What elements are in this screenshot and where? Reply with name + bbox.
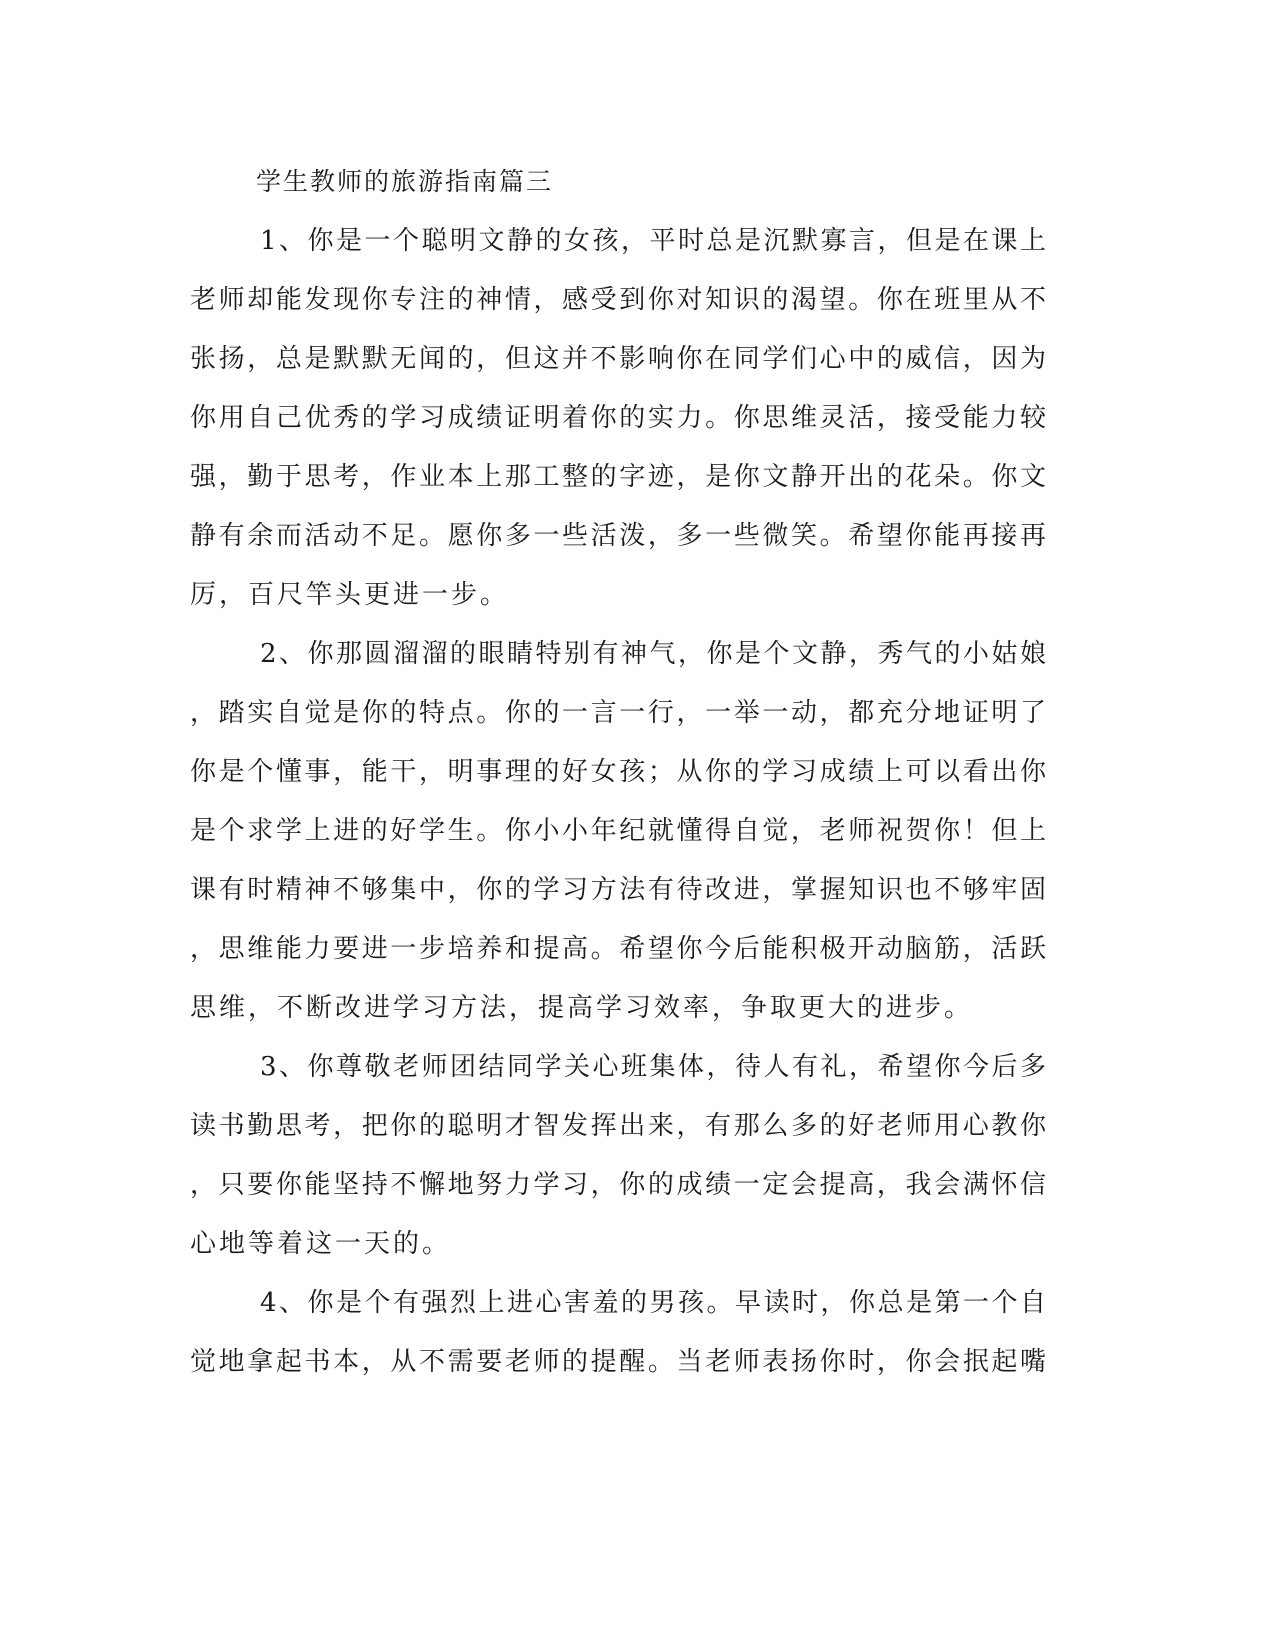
paragraph-1-line-3: 张扬，总是默默无闻的，但这并不影响你在同学们心中的威信，因为 xyxy=(190,344,1046,374)
paragraph-2-line-2: ，踏实自觉是你的特点。你的一言一行，一举一动，都充分地证明了 xyxy=(190,698,1046,728)
paragraph-2-line-3: 你是个懂事，能干，明事理的好女孩；从你的学习成绩上可以看出你 xyxy=(190,757,1046,787)
paragraph-1-line-7: 厉，百尺竿头更进一步。 xyxy=(190,580,510,610)
paragraph-2-line-6: ，思维能力要进一步培养和提高。希望你今后能积极开动脑筋，活跃 xyxy=(190,934,1046,964)
paragraph-3-line-3: ，只要你能坚持不懈地努力学习，你的成绩一定会提高，我会满怀信 xyxy=(190,1170,1046,1200)
paragraph-1-line-2: 老师却能发现你专注的神情，感受到你对知识的渴望。你在班里从不 xyxy=(190,285,1046,315)
paragraph-2-line-1: 2、你那圆溜溜的眼睛特别有神气，你是个文静，秀气的小姑娘 xyxy=(260,639,1046,669)
paragraph-3-line-1: 3、你尊敬老师团结同学关心班集体，待人有礼，希望你今后多 xyxy=(260,1052,1046,1082)
paragraph-2-line-4: 是个求学上进的好学生。你小小年纪就懂得自觉，老师祝贺你！但上 xyxy=(190,816,1046,846)
paragraph-4-line-1: 4、你是个有强烈上进心害羞的男孩。早读时，你总是第一个自 xyxy=(260,1288,1046,1318)
paragraph-1-line-5: 强，勤于思考，作业本上那工整的字迹，是你文静开出的花朵。你文 xyxy=(190,462,1046,492)
document-title: 学生教师的旅游指南篇三 xyxy=(256,167,554,196)
paragraph-1-line-1: 1、你是一个聪明文静的女孩，平时总是沉默寡言，但是在课上 xyxy=(260,226,1046,256)
paragraph-1-line-6: 静有余而活动不足。愿你多一些活泼，多一些微笑。希望你能再接再 xyxy=(190,521,1046,551)
paragraph-2-line-5: 课有时精神不够集中，你的学习方法有待改进，掌握知识也不够牢固 xyxy=(190,875,1046,905)
paragraph-3-line-2: 读书勤思考，把你的聪明才智发挥出来，有那么多的好老师用心教你 xyxy=(190,1111,1046,1141)
paragraph-1-line-4: 你用自己优秀的学习成绩证明着你的实力。你思维灵活，接受能力较 xyxy=(190,403,1046,433)
paragraph-2-line-7: 思维，不断改进学习方法，提高学习效率，争取更大的进步。 xyxy=(190,993,974,1023)
paragraph-4-line-2: 觉地拿起书本，从不需要老师的提醒。当老师表扬你时，你会抿起嘴 xyxy=(190,1347,1046,1377)
paragraph-3-line-4: 心地等着这一天的。 xyxy=(190,1229,452,1259)
